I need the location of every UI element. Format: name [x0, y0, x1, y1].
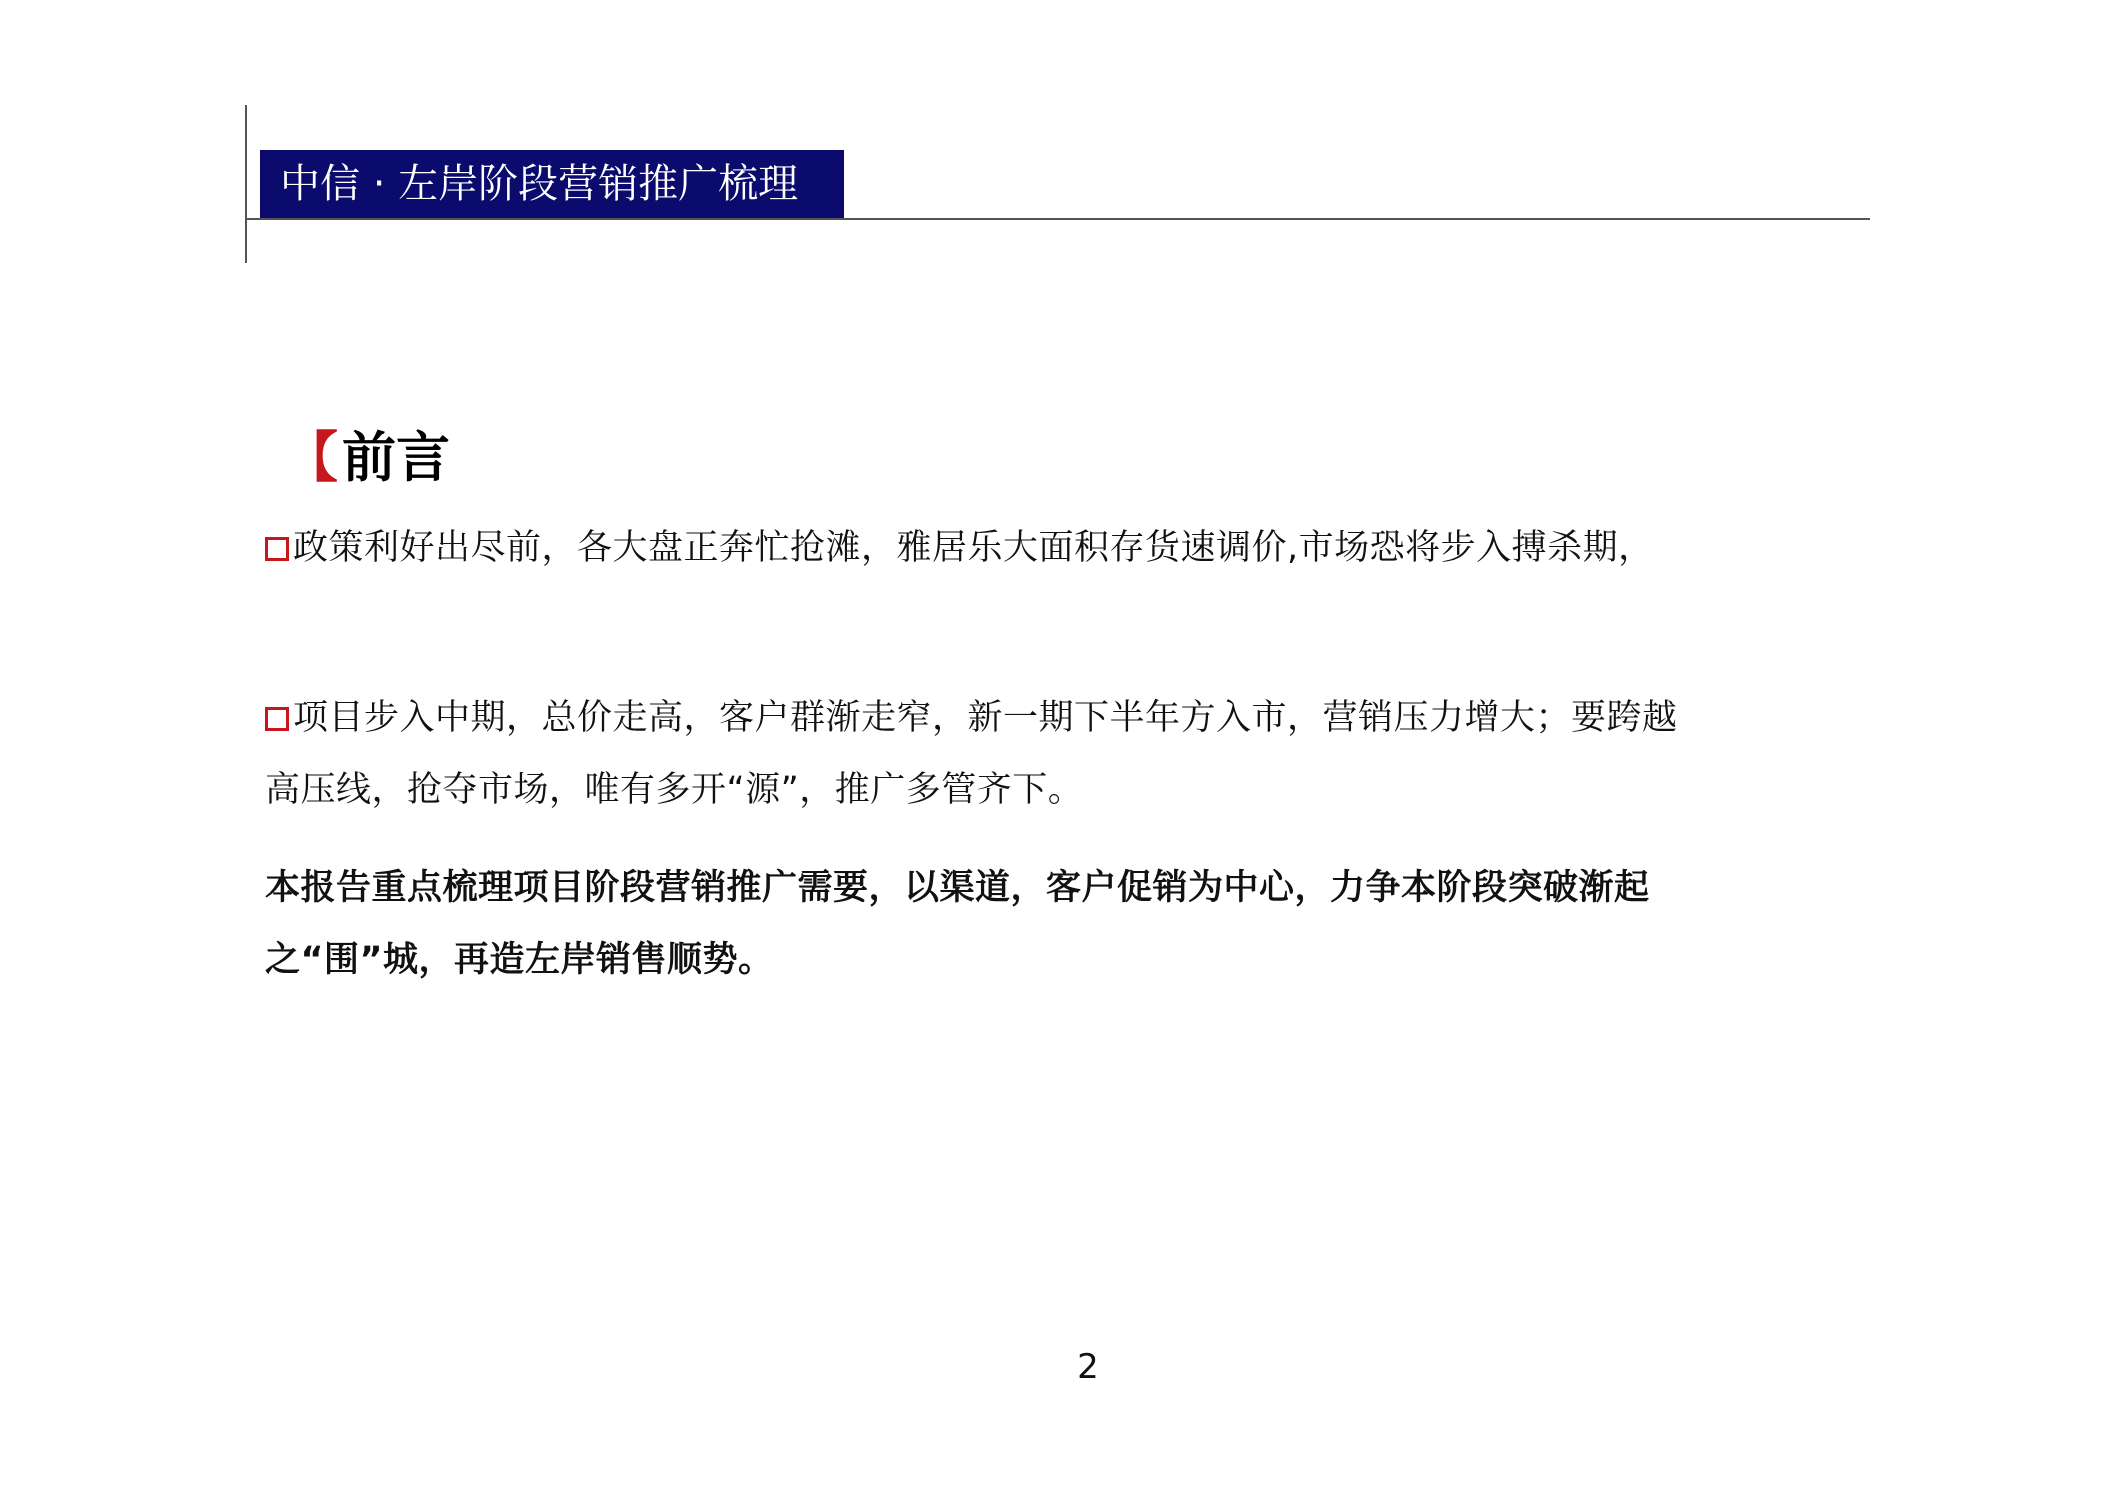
- header-horizontal-rule: [245, 218, 1870, 220]
- checkbox-square-icon: [265, 537, 289, 561]
- header-banner: 中信 · 左岸阶段营销推广梳理: [260, 150, 844, 218]
- paragraph-2: [265, 682, 1685, 826]
- heading-bracket: 【: [284, 426, 338, 489]
- paragraph-3-summary: [265, 852, 1685, 996]
- header-vertical-rule: [245, 105, 247, 263]
- section-title: 前言: [342, 426, 450, 489]
- paragraph-3-text: 本报告重点梳理项目阶段营销推广需要，以渠道，客户促销为中心，力争本阶段突破渐起之“围”城，再造左岸销售顺势。: [265, 868, 1650, 980]
- paragraph-2-text: 项目步入中期，总价走高，客户群渐走窄，新一期下半年方入市，营销压力增大；要跨越高压线，抢夺市场，唯有多开“源”，推广多管齐下。: [265, 698, 1678, 810]
- paragraph-1: [265, 512, 1685, 584]
- section-heading: [284, 418, 450, 498]
- paragraph-1-text: 政策利好出尽前，各大盘正奔忙抢滩，雅居乐大面积存货速调价,市场恐将步入搏杀期，: [293, 528, 1654, 568]
- page-number: 2: [1077, 1347, 1099, 1387]
- checkbox-square-icon: [265, 707, 289, 731]
